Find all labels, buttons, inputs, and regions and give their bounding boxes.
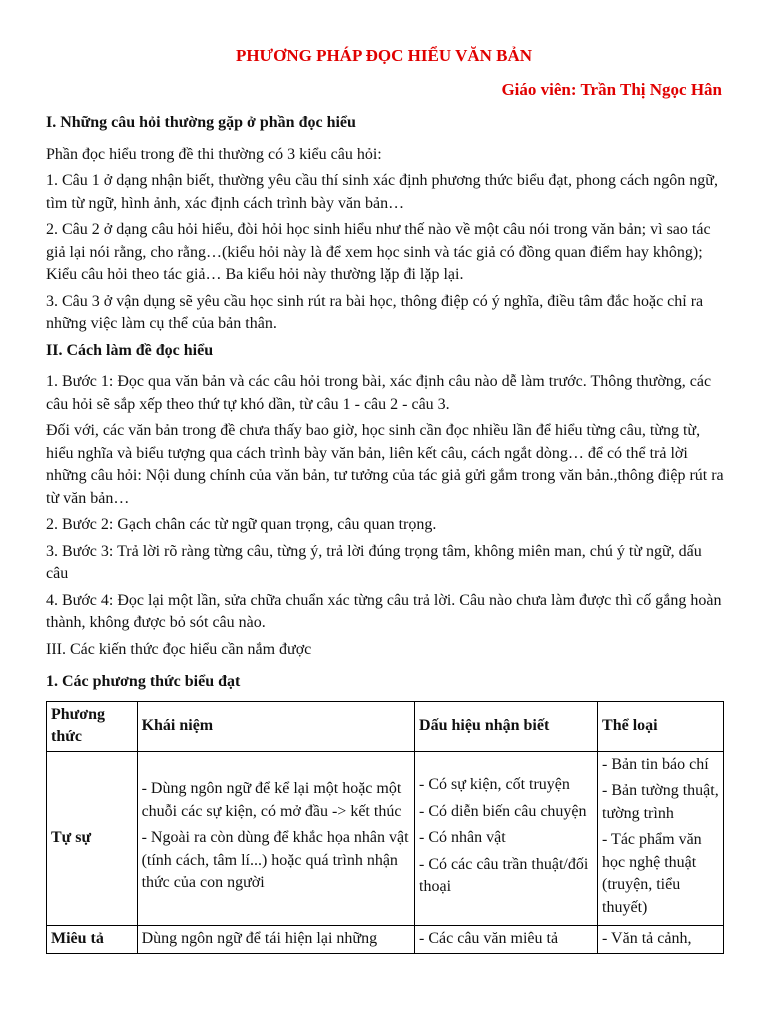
header-method: Phương thức (47, 701, 138, 751)
section1-intro: Phần đọc hiểu trong đề thi thường có 3 kiểu câu hỏi: (46, 145, 382, 163)
table-row (47, 751, 724, 926)
section1-item: 1. Câu 1 ở dạng nhận biết, thường yêu cầu thí sinh xác định phương thức biểu đạt, phong cách ngôn ngữ, tìm từ ngữ, hình ảnh, xác định cách trình bày văn bản… (46, 172, 718, 212)
row-signs (415, 751, 598, 926)
document-title: PHƯƠNG PHÁP ĐỌC HIỂU VĂN BẢN (235, 46, 533, 65)
concept-line: - Dùng ngôn ngữ để kể lại một hoặc một chuỗi các sự kiện, có mở đầu -> kết thúc (141, 780, 402, 820)
genre-line: - Bản tin báo chí (602, 755, 709, 773)
row-method: Miêu tả (47, 926, 138, 954)
section2-item: Đối với, các văn bản trong đề chưa thấy bao giờ, học sinh cần đọc nhiều lần để hiểu từng câu, từng từ, hiểu nghĩa và biểu tượng qua cách trình bày văn bản, liên kết câu, cách ngắt dòng… để có thể trả lời những câu hỏi: Nội dung chính của văn bản, tư tưởng của tác giả gửi gắm trong văn bản.,thông điệp rút ra từ văn bản… (46, 422, 724, 507)
expression-methods-table (46, 701, 724, 954)
sign-line: - Có diễn biến câu chuyện (419, 802, 587, 820)
table-header-row (47, 701, 724, 751)
row-genres (598, 751, 724, 926)
section2-item: 3. Bước 3: Trả lời rõ ràng từng câu, từng ý, trả lời đúng trọng tâm, không miên man, chú ý từ ngữ, dấu câu (46, 542, 702, 582)
section2-heading: II. Cách làm đề đọc hiểu (46, 341, 214, 359)
header-genres: Thể loại (598, 701, 724, 751)
row-concept: Dùng ngôn ngữ để tái hiện lại những (137, 926, 414, 954)
header-concept: Khái niệm (137, 701, 414, 751)
teacher-name: Giáo viên: Trần Thị Ngọc Hân (501, 80, 722, 99)
section1-item: 3. Câu 3 ở vận dụng sẽ yêu cầu học sinh rút ra bài học, thông điệp có ý nghĩa, điều tâm đắc hoặc chỉ ra những việc làm cụ thể của bản thân. (46, 292, 704, 332)
section3-roman-heading: III. Các kiến thức đọc hiểu cần nắm được (46, 640, 312, 658)
row-concept (137, 751, 414, 926)
section2-item: 1. Bước 1: Đọc qua văn bản và các câu hỏi trong bài, xác định câu nào dễ làm trước. Thông thường, các câu hỏi sẽ sắp xếp theo thứ tự khó dần, từ câu 1 - câu 2 - câu 3. (46, 373, 712, 413)
table-row (47, 926, 724, 954)
row-method: Tự sự (47, 751, 138, 926)
section3-heading: 1. Các phương thức biểu đạt (46, 673, 241, 690)
row-genres: - Văn tả cảnh, (598, 926, 724, 954)
concept-line: - Ngoài ra còn dùng để khắc họa nhân vật (tính cách, tâm lí...) hoặc quá trình nhận thức của con người (141, 829, 409, 891)
section1-heading: I. Những câu hỏi thường gặp ở phần đọc hiểu (46, 114, 356, 131)
genre-line: - Tác phẩm văn học nghệ thuật (truyện, tiểu thuyết) (602, 831, 702, 916)
document-body (46, 112, 726, 954)
sign-line: - Có sự kiện, cốt truyện (419, 776, 570, 793)
header-signs: Dấu hiệu nhận biết (415, 701, 598, 751)
row-signs: - Các câu văn miêu tả (415, 926, 598, 954)
sign-line: - Có nhân vật (419, 829, 506, 846)
section2-item: 4. Bước 4: Đọc lại một lần, sửa chữa chuẩn xác từng câu trả lời. Câu nào chưa làm được thì cố gắng hoàn thành, không được bỏ sót câu nào. (46, 591, 722, 631)
section2-item: 2. Bước 2: Gạch chân các từ ngữ quan trọng, câu quan trọng. (46, 516, 437, 533)
sign-line: - Có các câu trần thuật/đối thoại (419, 855, 589, 895)
section1-item: 2. Câu 2 ở dạng câu hỏi hiểu, đòi hỏi học sinh hiểu như thế nào về một câu nói trong văn bản; vì sao tác giả lại nói rằng, cho rằng…(kiểu hỏi này là để xem học sinh và tác giả có đồng quan điểm hay không); Kiểu câu hỏi theo tác giả… Ba kiểu hỏi này thường lặp đi lặp lại. (46, 221, 711, 283)
genre-line: - Bản tường thuật, tường trình (602, 782, 719, 822)
